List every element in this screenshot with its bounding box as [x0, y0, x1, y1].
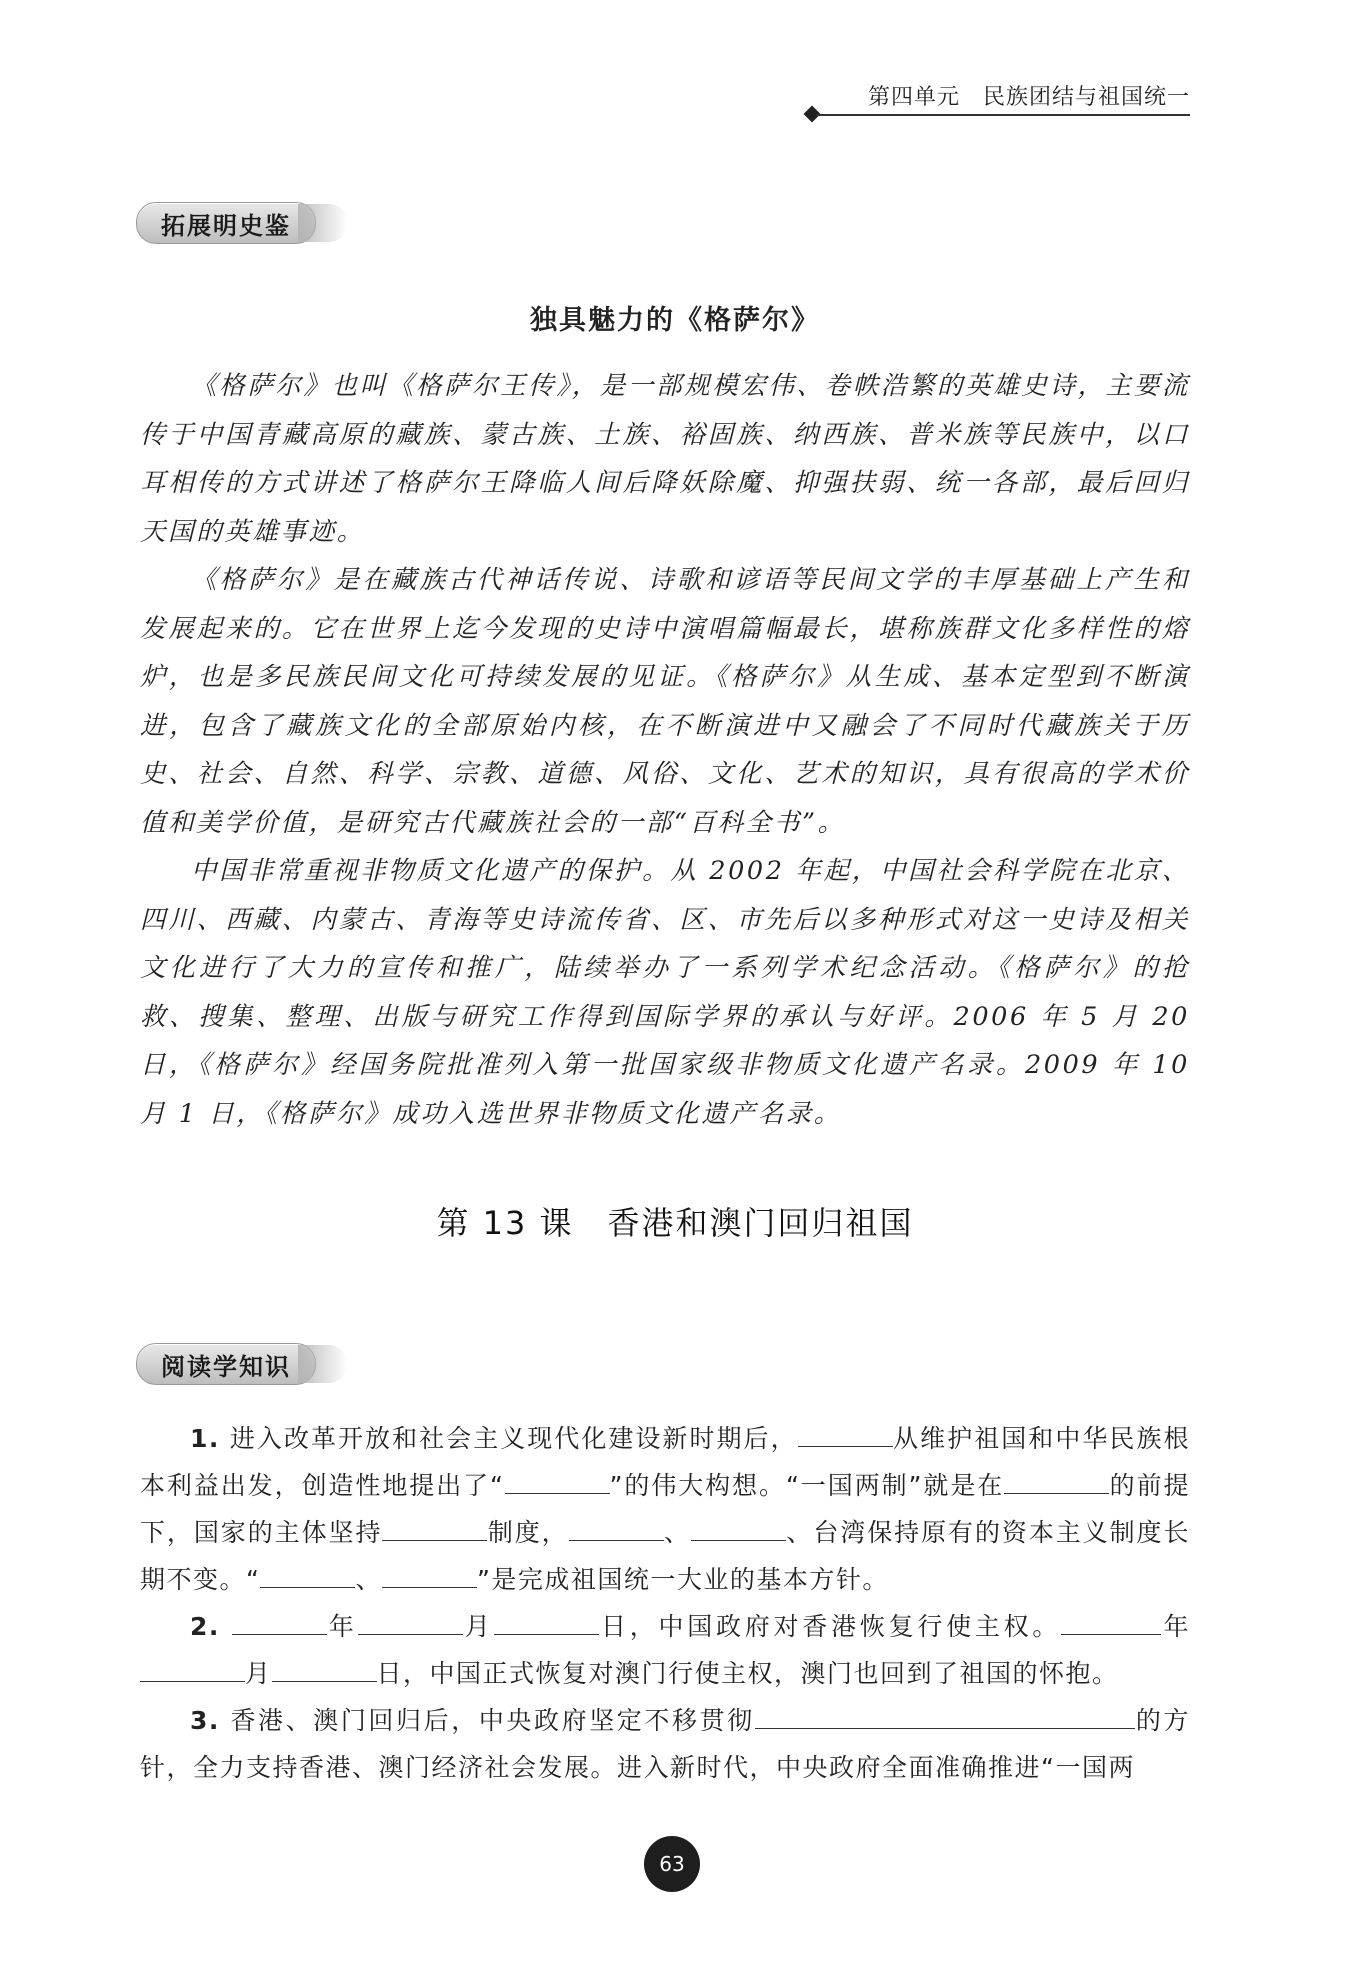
article-title: 独具魅力的《格萨尔》	[530, 305, 820, 336]
question-text: 月	[245, 1659, 272, 1688]
question-number: 1.	[190, 1424, 220, 1453]
running-header	[806, 74, 1190, 114]
question-text: ”的伟大构想。“一国两制”就是在	[609, 1471, 1005, 1500]
question-number: 2.	[190, 1612, 220, 1641]
article-paragraph: 《格萨尔》是在藏族古代神话传说、诗歌和谚语等民间文学的丰厚基础上产生和发展起来的。它在世界上迄今发现的史诗中演唱篇幅最长，堪称族群文化多样性的熔炉，也是多民族民间文化可持续发展的见证。《格萨尔》从生成、基本定型到不断演进，包含了藏族文化的全部原始内核，在不断演进中又融会了不同时代藏族关于历史、社会、自然、科学、宗教、道德、风俗、文化、艺术的知识，具有很高的学术价值和美学价值，是研究古代藏族社会的一部“百科全书”。	[140, 565, 1190, 838]
question-text: 、	[663, 1518, 691, 1547]
fill-blank[interactable]	[505, 1467, 610, 1494]
fill-blank[interactable]	[260, 1561, 355, 1588]
reading-section-tag	[136, 1343, 348, 1385]
fill-blank[interactable]	[1004, 1467, 1109, 1494]
question-number: 3.	[190, 1706, 220, 1735]
fill-blank[interactable]	[1061, 1608, 1161, 1635]
fill-blank[interactable]	[358, 1608, 463, 1635]
lesson-title: 第 13 课 香港和澳门回归祖国	[436, 1204, 914, 1242]
article-body	[140, 362, 1190, 1138]
fill-blank[interactable]	[382, 1514, 487, 1541]
article-paragraph: 中国非常重视非物质文化遗产的保护。从 2002 年起，中国社会科学院在北京、四川、西藏、内蒙古、青海等史诗流传省、区、市先后以多种形式对这一史诗及相关文化进行了大力的宣传和推广，陆续举办了一系列学术纪念活动。《格萨尔》的抢救、搜集、整理、出版与研究工作得到国际学界的承认与好评。2006 年 5 月 20 日，《格萨尔》经国务院批准列入第一批国家级非物质文化遗产名录。2009 年 10 月 1 日，《格萨尔》成功入选世界非物质文化遗产名录。	[140, 856, 1190, 1129]
fill-blank[interactable]	[232, 1608, 327, 1635]
question-2	[140, 1603, 1190, 1697]
fill-blank[interactable]	[755, 1702, 1135, 1729]
question-list	[140, 1415, 1190, 1791]
question-text: ”是完成祖国统一大业的基本方针。	[476, 1565, 889, 1594]
header-rule	[816, 114, 1190, 116]
section-tag-tail	[298, 1345, 348, 1383]
extension-section-tag	[136, 202, 348, 244]
unit-title: 第四单元 民族团结与祖国统一	[867, 85, 1190, 110]
section-tag-label: 阅读学知识	[136, 1343, 316, 1385]
fill-blank[interactable]	[140, 1655, 245, 1682]
question-text: 进入改革开放和社会主义现代化建设新时期后，	[229, 1424, 798, 1453]
question-text: 、	[355, 1565, 382, 1594]
fill-blank[interactable]	[272, 1655, 377, 1682]
page-number: 63	[644, 1836, 700, 1892]
question-text: 从维护祖国和中华民族根本利益出发，创造性地提出了“	[140, 1424, 1190, 1500]
fill-blank[interactable]	[798, 1420, 893, 1447]
question-text: 年	[326, 1612, 358, 1641]
question-text: 制度，	[487, 1518, 569, 1547]
section-tag-label: 拓展明史鉴	[136, 202, 316, 244]
question-text: 的前提下，国家的主体坚持	[140, 1471, 1191, 1547]
question-text: 、台湾保持原有的资本主义制度长期不变。“	[140, 1518, 1190, 1594]
question-text: 日，中国政府对香港恢复行使主权。	[598, 1612, 1062, 1641]
question-text: 日，中国正式恢复对澳门行使主权，澳门也回到了祖国的怀抱。	[376, 1659, 1119, 1688]
article-paragraph: 《格萨尔》也叫《格萨尔王传》，是一部规模宏伟、卷帙浩繁的英雄史诗，主要流传于中国青藏高原的藏族、蒙古族、土族、裕固族、纳西族、普米族等民族中，以口耳相传的方式讲述了格萨尔王降临人间后降妖除魔、抑强扶弱、统一各部，最后回归天国的英雄事迹。	[140, 371, 1190, 547]
question-text: 香港、澳门回归后，中央政府坚定不移贯彻	[230, 1706, 755, 1735]
fill-blank[interactable]	[691, 1514, 786, 1541]
question-3	[140, 1697, 1190, 1791]
fill-blank[interactable]	[382, 1561, 477, 1588]
question-text: 的方针，全力支持香港、澳门经济社会发展。进入新时代，中央政府全面准确推进“一国两	[140, 1706, 1190, 1782]
fill-blank[interactable]	[494, 1608, 599, 1635]
question-text: 月	[462, 1612, 494, 1641]
section-tag-tail	[298, 204, 348, 242]
question-text: 年	[1161, 1612, 1190, 1641]
question-1	[140, 1415, 1190, 1603]
fill-blank[interactable]	[569, 1514, 664, 1541]
